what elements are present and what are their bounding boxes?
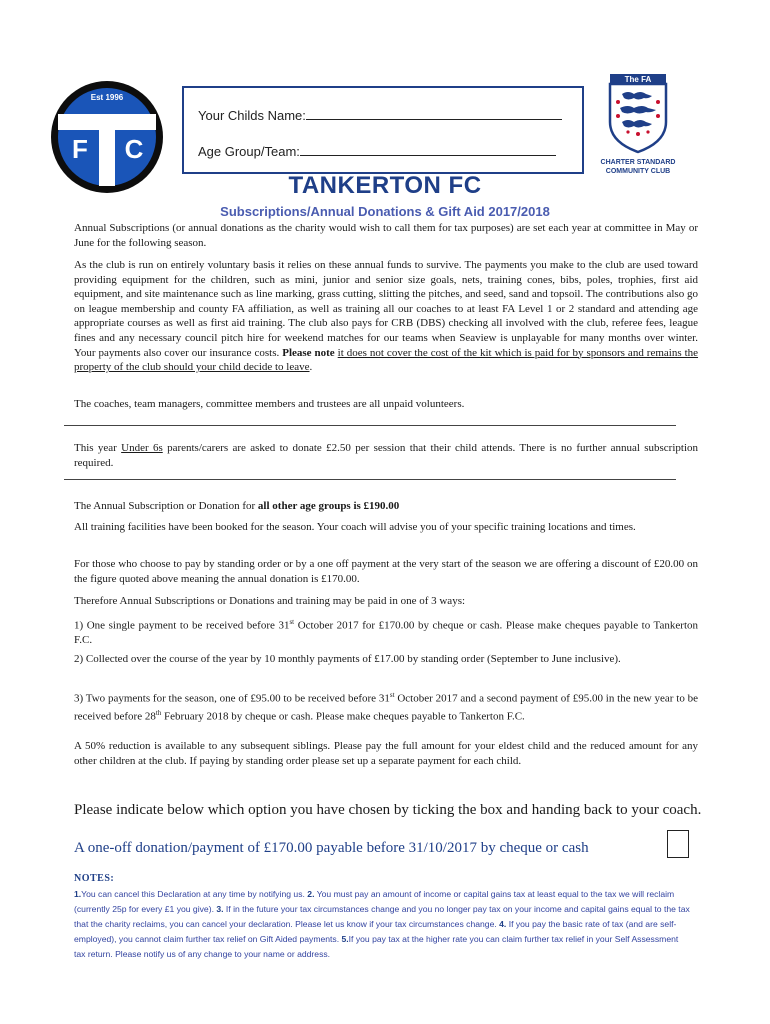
annual-fee-start: The Annual Subscription or Donation for	[74, 500, 258, 512]
siblings-paragraph: A 50% reduction is available to any subsequent siblings. Please pay the full amount for your eldest child and the reduced amount for any other children at the club. If paying by standing order please set up a separate payment for each child.	[74, 740, 698, 767]
annual-fee-paragraph	[74, 499, 698, 514]
option-one-text-b: October 2017 for £170.00 by cheque or cash. Please make cheques payable to Tankerton F.C.	[74, 619, 698, 647]
option-one-text-a: 1) One single payment to be received before 31	[74, 619, 290, 632]
note-5-number: 5.	[341, 934, 349, 944]
under6-underlined: Under 6s	[121, 442, 163, 454]
badge-letter-c: C	[124, 134, 144, 164]
annual-fee-bold: all other age groups is £190.00	[257, 500, 400, 512]
option-three-paragraph	[74, 688, 698, 725]
choice-instruction: Please indicate below which option you have chosen by ticking the box and handing back to your coach.	[74, 802, 702, 818]
discount-paragraph: For those who choose to pay by standing order or by a one off payment at the very start of the season we are offering a discount of £20.00 on the figure quoted above meaning the annual donation is £170.00.	[74, 558, 698, 585]
age-group-field[interactable]	[300, 142, 556, 156]
divider-top	[64, 425, 676, 426]
page-subtitle: Subscriptions/Annual Donations & Gift Aid 2017/2018	[220, 204, 550, 219]
notes-heading: NOTES:	[74, 873, 115, 884]
fa-bottom-line1: CHARTER STANDARD	[600, 159, 676, 166]
under6-paragraph	[74, 441, 698, 470]
note-4-text: If you pay the basic rate of tax (and are self-employed), you cannot claim further tax relief on Gift Aided payments.	[74, 919, 677, 944]
payment-ways-paragraph: Therefore Annual Subscriptions or Donations and training may be paid in one of 3 ways:	[74, 595, 466, 607]
note-5-text: If you pay tax at the higher rate you can claim further tax relief in your Self Assessment tax return. Please notify us of any change to your name or address.	[74, 934, 679, 959]
option-three-text-a: 3) Two payments for the season, one of £95.00 to be received before 31	[74, 692, 390, 705]
under6-end: parents/carers are asked to donate £2.50 per session that their child attends. There is no further annual subscription required.	[74, 442, 698, 469]
one-off-option-checkbox[interactable]	[667, 830, 689, 858]
fa-charter-standard-logo	[596, 72, 680, 178]
note-1-number: 1.	[74, 889, 82, 899]
volunteers-paragraph: The coaches, team managers, committee members and trustees are all unpaid volunteers.	[74, 398, 465, 410]
note-1-text: You can cancel this Declaration at any time by notifying us.	[81, 889, 305, 899]
one-off-option-label: A one-off donation/payment of £170.00 payable before 31/10/2017 by cheque or cash	[74, 840, 589, 856]
intro-paragraph: Annual Subscriptions (or annual donations as the charity would wish to call them for tax purposes) are set each year at committee in May or June for the following season.	[74, 222, 698, 249]
option-three-text-c: February 2018 by cheque or cash. Please make cheques payable to Tankerton F.C.	[161, 710, 525, 723]
child-name-field[interactable]	[306, 106, 562, 120]
page-title: TANKERTON FC	[288, 172, 482, 199]
divider-bottom	[64, 479, 676, 480]
note-2-number: 2.	[307, 889, 315, 899]
option-three-sup2: th	[155, 709, 162, 718]
option-two-paragraph: 2) Collected over the course of the year by 10 monthly payments of £17.00 by standing order (September to June inclusive).	[74, 653, 621, 665]
option-three-text-b: October 2017 and a second payment of £95.00 in the new year to be received before 28	[74, 692, 698, 723]
note-3-number: 3.	[216, 904, 224, 914]
under6-start: This year	[74, 442, 122, 454]
training-paragraph: All training facilities have been booked for the season. Your coach will advise you of your specific training locations and times.	[74, 521, 636, 533]
funding-text: As the club is run on entirely voluntary basis it relies on these annual funds to survive. The payments you make to the club are used toward providing equipment for the children, such as mini, junior and senior size goals, nets, training cones, bibs, poles, trophies, first aid equipment, and site maintenance such as line marking, grass cutting, slitting the pitches, and seed, sand and topsoil. The contributions also go on league membership and county FA affiliation, as well as training all our coaches to at least FA Level 1 or 2 standard and attending age appropriate courses as well as first aid training. The club also pays for CRB (DBS) checking all involved with the club, referee fees, league fines and any necessary council pitch hire for weekend matches for our teams when Seaview is unplayable for many months over winter. Your payments also cover our insurance costs.	[74, 259, 698, 359]
please-note-bold: Please note	[282, 346, 335, 359]
option-three-sup1: st	[389, 691, 395, 699]
child-name-row	[198, 106, 562, 123]
option-one-paragraph	[74, 615, 698, 648]
fa-bottom-line2: COMMUNITY CLUB	[605, 168, 671, 175]
option-one-sup: st	[289, 618, 295, 626]
funding-paragraph	[74, 258, 698, 375]
note-4-number: 4.	[499, 919, 507, 929]
note-3-text: If in the future your tax circumstances change and you no longer pay tax on your income and capital gains equal to the tax that the charity reclaims, you can cancel your declaration. Please let us know if your tax circumstances change.	[74, 904, 690, 929]
kit-note-underlined: it does not cover the cost of the kit which is paid for by sponsors and remains the property of the club should your child decide to leave	[74, 346, 699, 374]
child-name-label: Your Childs Name:	[198, 108, 306, 123]
age-group-label: Age Group/Team:	[198, 144, 300, 159]
notes-body	[74, 887, 690, 962]
funding-end: .	[309, 361, 313, 374]
child-details-box	[182, 86, 584, 174]
badge-est-text: Est 1996	[90, 93, 124, 102]
note-2-text: You must pay an amount of income or capital gains tax at least equal to the tax we will reclaim (currently 25p for every £1 you give).	[74, 889, 675, 914]
fa-top-text: The FA	[624, 75, 652, 84]
badge-letter-f: F	[72, 134, 88, 164]
age-group-row	[198, 142, 556, 159]
